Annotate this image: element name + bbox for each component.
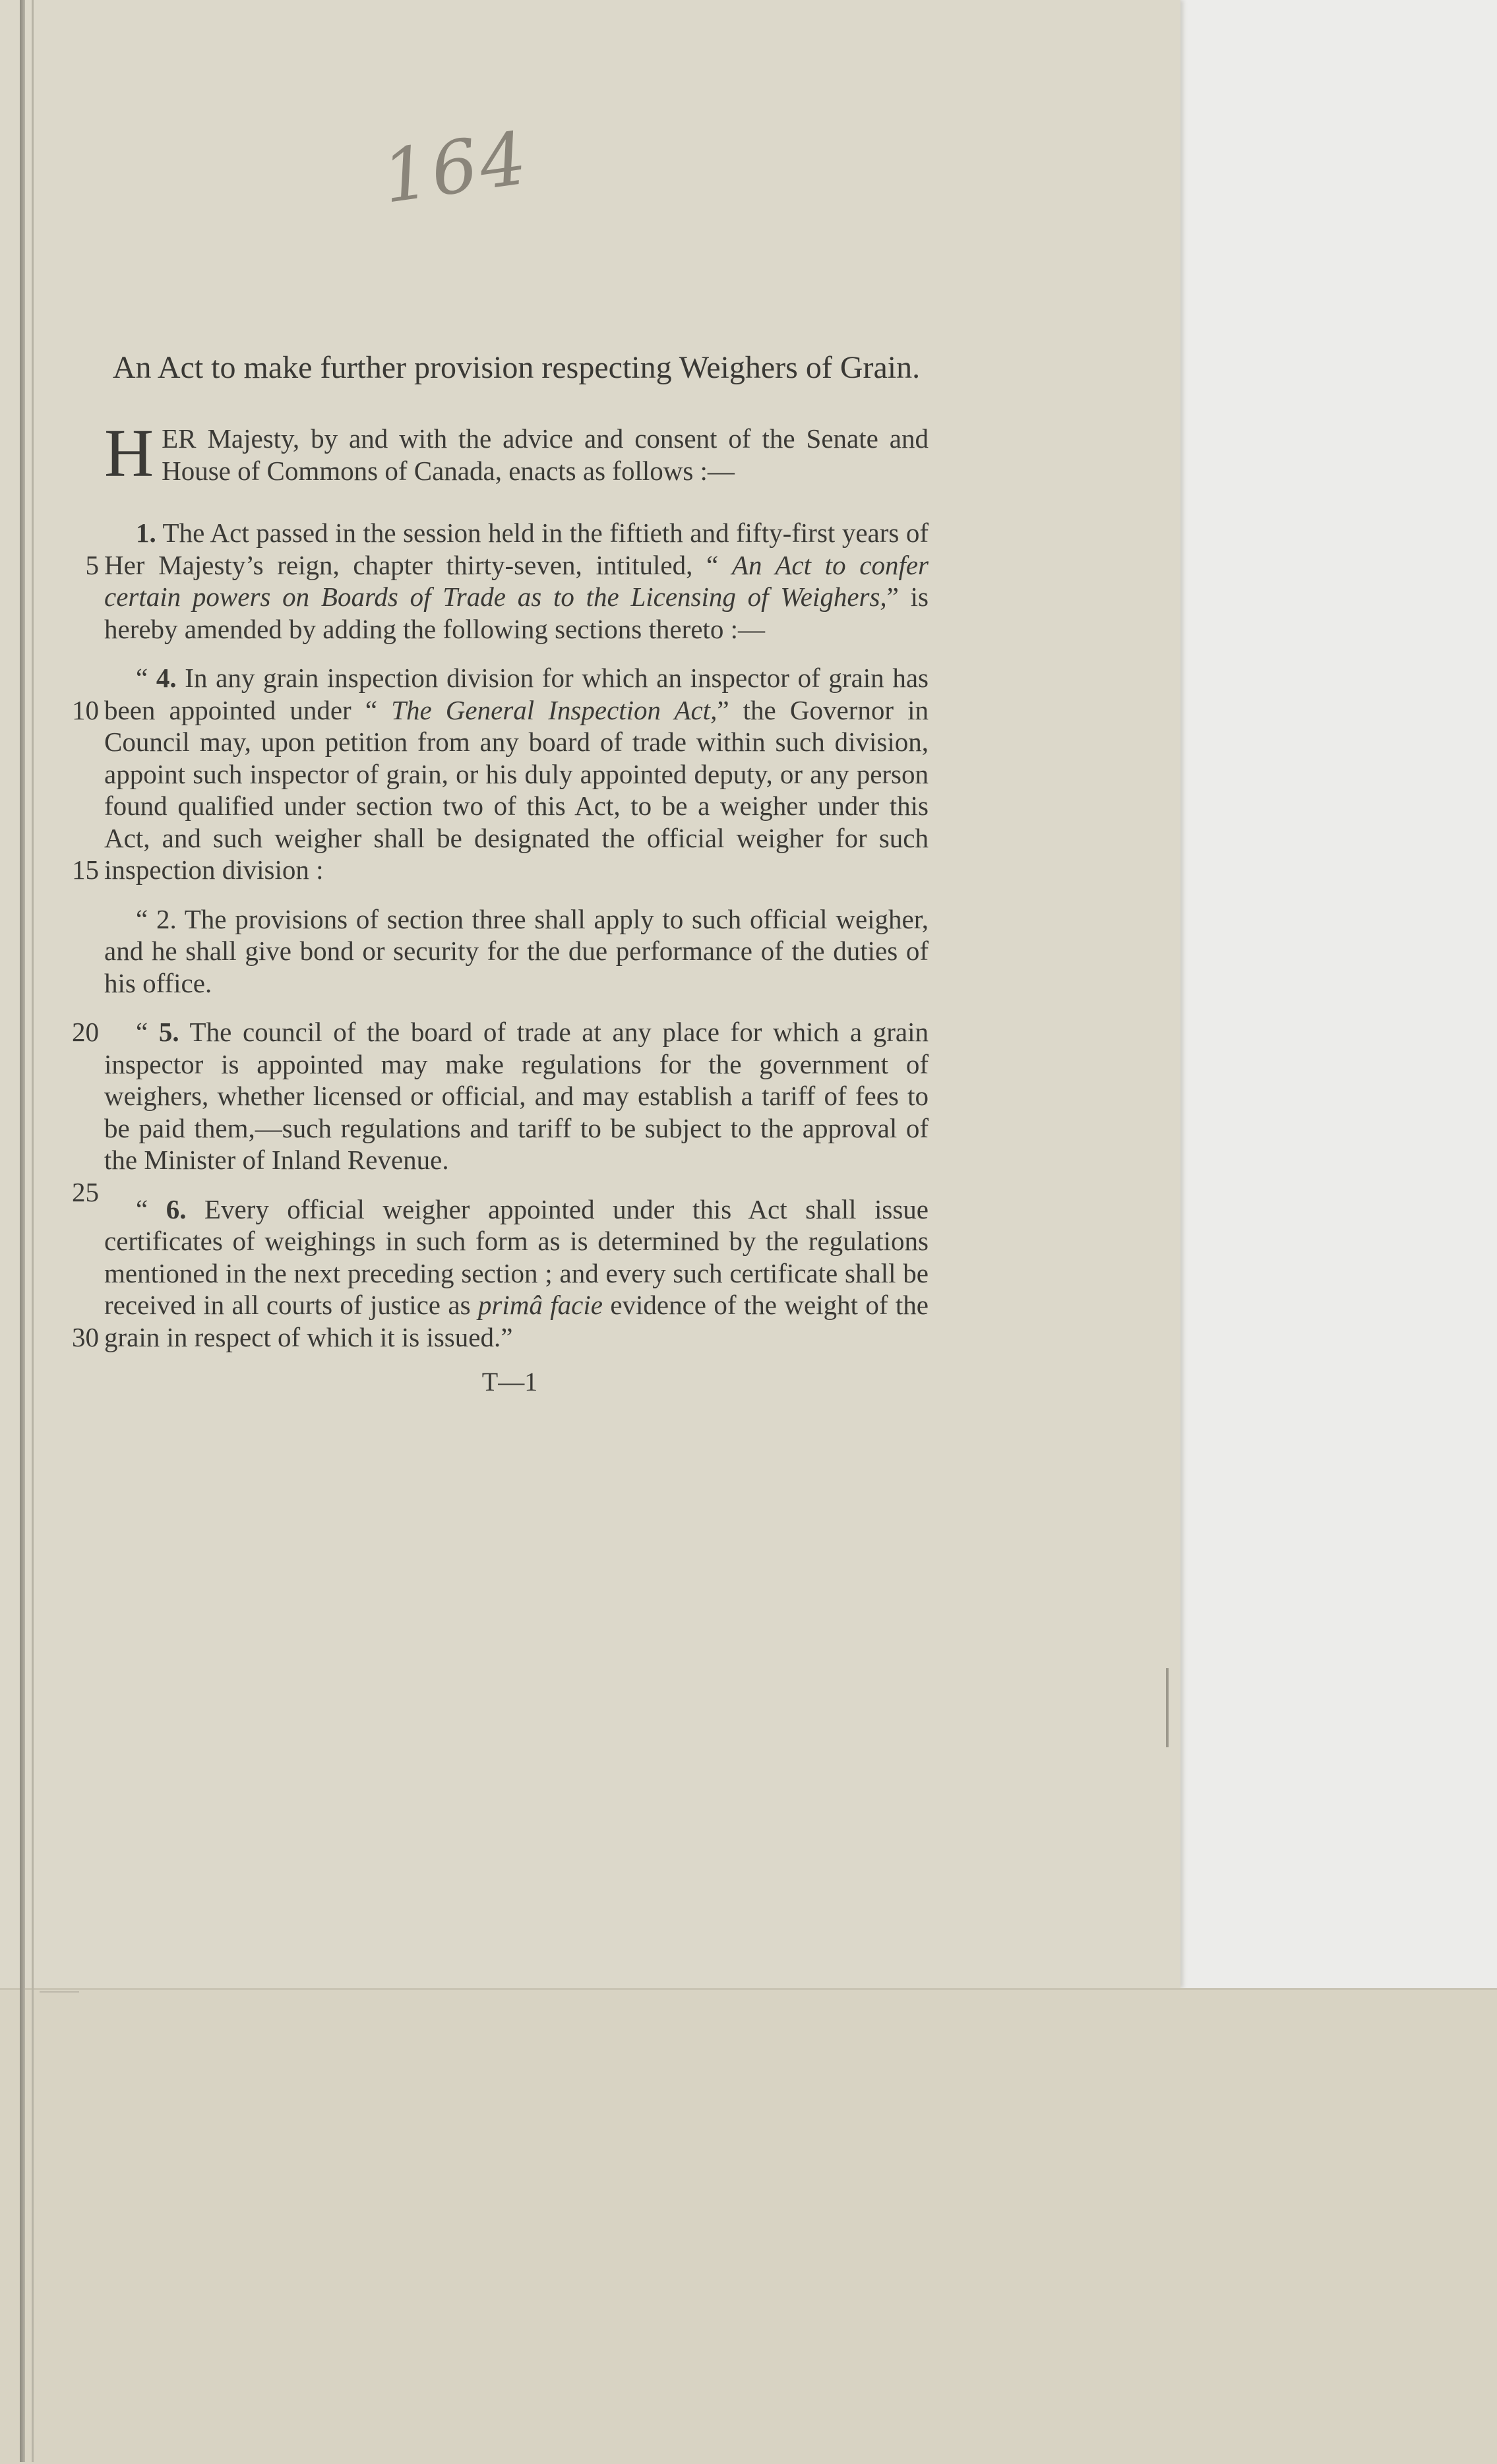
open-quote: “ bbox=[136, 1193, 148, 1224]
act-title: An Act to make further provision respecting Weighers of Grain. bbox=[112, 350, 921, 385]
open-quote: “ bbox=[136, 1017, 148, 1047]
binding-edge bbox=[20, 0, 25, 2462]
section-text: of grain has been appointed under “ bbox=[104, 663, 929, 725]
act-reference: The General Inspection Act, bbox=[391, 694, 718, 725]
binding-line bbox=[32, 0, 34, 2462]
section-4 bbox=[72, 662, 929, 886]
line-number-5: 5 bbox=[85, 549, 99, 580]
line-number-20: 20 bbox=[72, 1017, 99, 1047]
line-number-30: 30 bbox=[72, 1321, 99, 1352]
section-number: 4. bbox=[156, 663, 177, 693]
section-text: ” the Governor in Council may, upon petition from any board of trade within such division, appoint such inspector of grain, or his duly appointed deputy, or any person found qualified under section two of this Act, to be a weigher under bbox=[104, 694, 929, 821]
section-text: fifty-first years of Her Majesty’s reign, chapter thirty-seven, intituled, “ bbox=[104, 518, 929, 580]
line-number-10: 10 bbox=[72, 694, 99, 725]
section-5 bbox=[72, 1016, 929, 1207]
line-number-25: 25 bbox=[72, 1176, 99, 1207]
section-text: The council of the board of trade at any place for which a grain inspector is appointed may make regulations for the government of weighers, whether licensed or official, and may establish a tariff of fees to be paid them,—such regulations and tariff to be subject to the approval of the Minister bbox=[104, 1017, 929, 1175]
section-4-subsection-2: “ 2. The provisions of section three shall apply to such official weigher, and he shall give bond or security for the due performance of the duties of his office. bbox=[104, 903, 929, 998]
section-text: ” is hereby amended by adding the following sections thereto :— bbox=[104, 582, 929, 644]
section-text: Every official weigher appointed under this Act shall issue certificates of weighings in such form as is determined by the regulations mentioned in the next preceding section ; and every such certificate shall be received in all courts of bbox=[104, 1193, 929, 1320]
section-text: The Act passed in the session held in the fiftieth and bbox=[156, 518, 737, 548]
act-reference: An Act to confer certain powers on Boards of Trade as to the Licensing of Weighers, bbox=[104, 549, 929, 612]
section-1 bbox=[85, 517, 929, 645]
document-body bbox=[72, 349, 929, 1397]
section-6 bbox=[72, 1193, 929, 1354]
section-text: justice as bbox=[369, 1290, 478, 1320]
section-text: evidence of the weight of the grain in respect of which it is issued.” bbox=[104, 1290, 929, 1352]
section-text: of Inland Revenue. bbox=[242, 1145, 449, 1175]
page-edge-nick bbox=[1166, 1668, 1169, 1747]
section-text: In any grain inspection division for which an inspector bbox=[176, 663, 798, 693]
lower-page bbox=[0, 1988, 1497, 2464]
document-code: T—1 bbox=[481, 1367, 538, 1397]
section-number: 5. bbox=[158, 1017, 179, 1047]
open-quote: “ bbox=[136, 663, 148, 693]
section-number: 6. bbox=[166, 1193, 187, 1224]
drop-cap: H bbox=[104, 415, 154, 491]
enacting-text: ER Majesty, by and with the advice and consent of the Senate and House of Commons of Canada, enacts as follows :— bbox=[162, 423, 929, 486]
fold-mark bbox=[40, 1991, 79, 1993]
section-number: 1. bbox=[136, 518, 156, 548]
line-number-15: 15 bbox=[72, 855, 99, 885]
enacting-clause bbox=[104, 415, 929, 491]
handwritten-page-number: 164 bbox=[377, 115, 534, 220]
latin-term: primâ facie bbox=[477, 1290, 603, 1320]
section-text: this Act, and such weigher shall be designated the official weigher for such inspection division : bbox=[104, 791, 929, 885]
